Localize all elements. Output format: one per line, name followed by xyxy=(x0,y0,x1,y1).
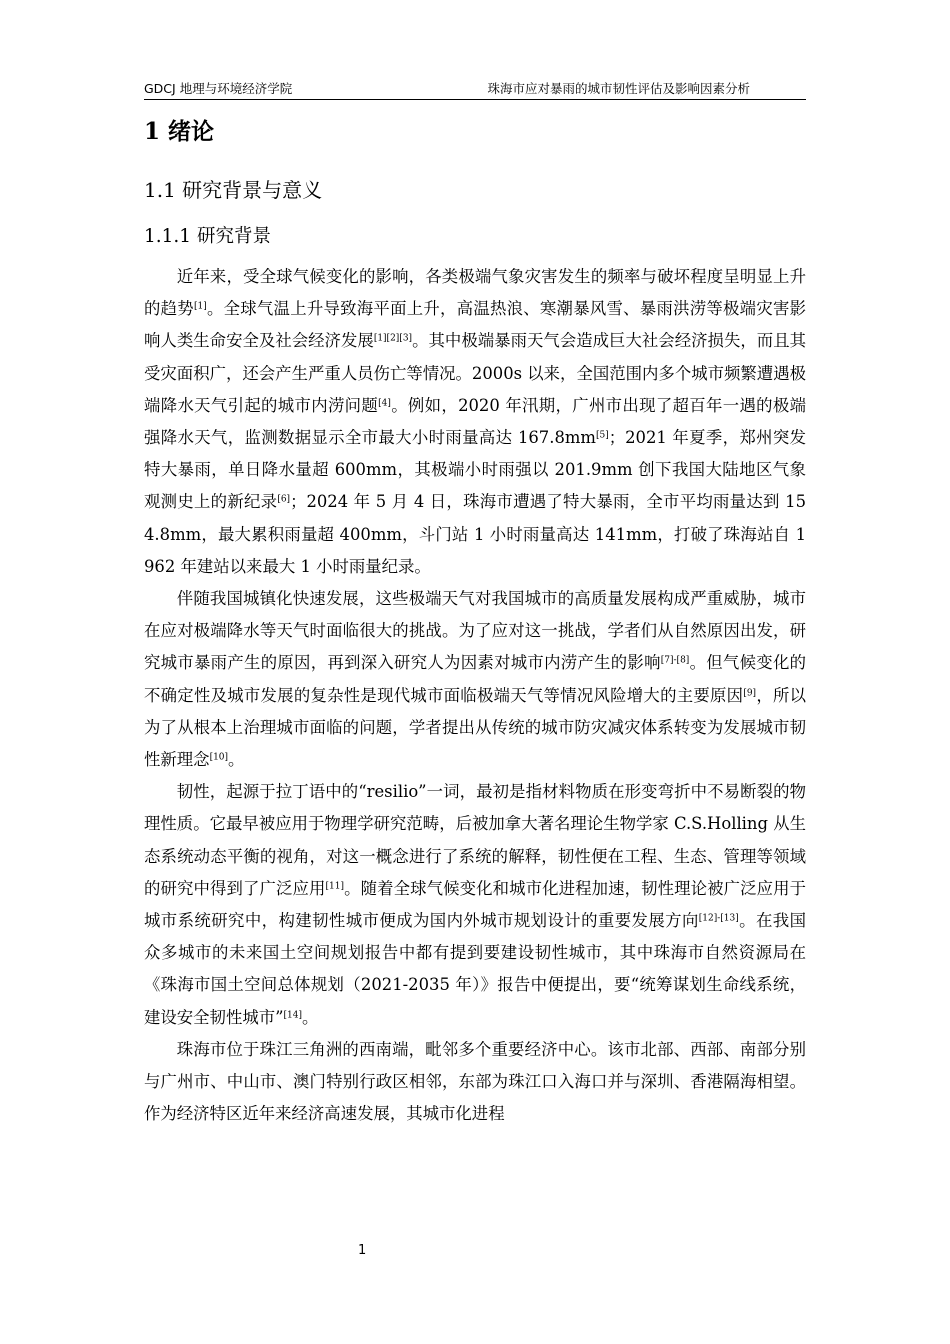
body-text xyxy=(144,261,806,1130)
citation-ref: [1][2][3] xyxy=(373,334,413,345)
paragraph-text: ，所以为了从根本上治理城市面临的问题，学者提出从传统的城市防灾减灾体系转变为发展城市韧性新理念 xyxy=(144,685,807,770)
paragraph xyxy=(144,776,806,1034)
paragraph-text: 。在我国众多城市的未来国土空间规划报告中都有提到要建设韧性城市，其中珠海市自然资源局在《珠海市国土空间总体规划（2021-2035 年）》报告中便提出，要“统筹谋划生命线系统，建设安全韧性城市” xyxy=(144,911,807,1027)
citation-ref: [4] xyxy=(378,398,391,409)
paragraph-text: 。其中极端暴雨天气会造成巨大社会经济损失，而且其受灾面积广，还会产生严重人员伤亡等情况。2000s 以来，全国范围内多个城市频繁遭遇极端降水天气引起的城市内涝问题 xyxy=(144,331,807,415)
citation-ref: [1] xyxy=(193,301,207,312)
citation-ref: [7]-[8] xyxy=(660,656,690,667)
citation-ref: [11] xyxy=(325,881,344,892)
citation-ref: [10] xyxy=(209,752,229,763)
paragraph-text: 韧性，起源于拉丁语中的“resilio”一词，最初是指材料物质在形变弯折中不易断裂的物理性质。它最早被应用于物理学研究范畴，后被加拿大著名理论生物学家 C.S.Holling 从生态系统动态平衡的视角，对这一概念进行了系统的解释，韧性便在工程、生态、管理等领域的研究中得到了广泛应用 xyxy=(144,782,806,898)
paragraph xyxy=(144,1034,806,1131)
page-header xyxy=(144,77,806,100)
paragraph-text: 。 xyxy=(302,1007,319,1027)
paragraph-text: 。但气候变化的不确定性及城市发展的复杂性是现代城市面临极端天气等情况风险增大的主要原因 xyxy=(144,653,807,705)
citation-ref: [12]-[13] xyxy=(698,913,739,924)
chapter-title: 1 绪论 xyxy=(144,118,215,145)
page-number: 1 xyxy=(358,1243,367,1258)
paragraph-text: 近年来，受全球气候变化的影响，各类极端气象灾害发生的频率与破坏程度呈明显上升的趋势 xyxy=(144,267,806,319)
paragraph-text: 。例如，2020 年汛期，广州市出现了超百年一遇的极端强降水天气，监测数据显示全市最大小时雨量高达 167.8mm xyxy=(144,395,806,448)
paragraph-text: 。 xyxy=(228,750,245,770)
paragraph xyxy=(144,583,806,776)
header-paper-title: 珠海市应对暴雨的城市韧性评估及影响因素分析 xyxy=(487,81,750,96)
paragraph-text: ；2024 年 5 月 4 日，珠海市遭遇了特大暴雨，全市平均雨量达到 154.8mm，最大累积雨量超 400mm，斗门站 1 小时雨量高达 141mm，打破了珠海站自 1962 年建站以来最大 1 小时雨量纪录。 xyxy=(144,492,807,576)
paragraph xyxy=(144,261,806,583)
citation-ref: [9] xyxy=(743,688,757,699)
paragraph-text: 伴随我国城镇化快速发展，这些极端天气对我国城市的高质量发展构成严重威胁，城市在应对极端降水等天气时面临很大的挑战。为了应对这一挑战，学者们从自然原因出发，研究城市暴雨产生的原因，再到深入研究人为因素对城市内涝产生的影响 xyxy=(144,589,806,673)
citation-ref: [6] xyxy=(277,495,291,506)
paragraph-text: ；2021 年夏季，郑州突发特大暴雨，单日降水量超 600mm，其极端小时雨强以 201.9mm 创下我国大陆地区气象观测史上的新纪录 xyxy=(144,428,806,512)
citation-ref: [5] xyxy=(595,430,609,441)
paragraph-text: 。全球气温上升导致海平面上升，高温热浪、寒潮暴风雪、暴雨洪涝等极端灾害影响人类生命安全及社会经济发展 xyxy=(144,299,807,351)
section-title: 1.1 研究背景与意义 xyxy=(144,178,323,202)
paragraph-text: 。随着全球气候变化和城市化进程加速，韧性理论被广泛应用于城市系统研究中，构建韧性城市便成为国内外城市规划设计的重要发展方向 xyxy=(144,878,807,931)
header-institution: GDCJ 地理与环境经济学院 xyxy=(144,81,293,96)
paragraph-text: 珠海市位于珠江三角洲的西南端，毗邻多个重要经济中心。该市北部、西部、南部分别与广州市、中山市、澳门特别行政区相邻，东部为珠江口入海口并与深圳、香港隔海相望。作为经济特区近年来经济高速发展，其城市化进程 xyxy=(144,1039,806,1124)
subsection-title: 1.1.1 研究背景 xyxy=(144,226,271,247)
citation-ref: [14] xyxy=(283,1010,302,1021)
